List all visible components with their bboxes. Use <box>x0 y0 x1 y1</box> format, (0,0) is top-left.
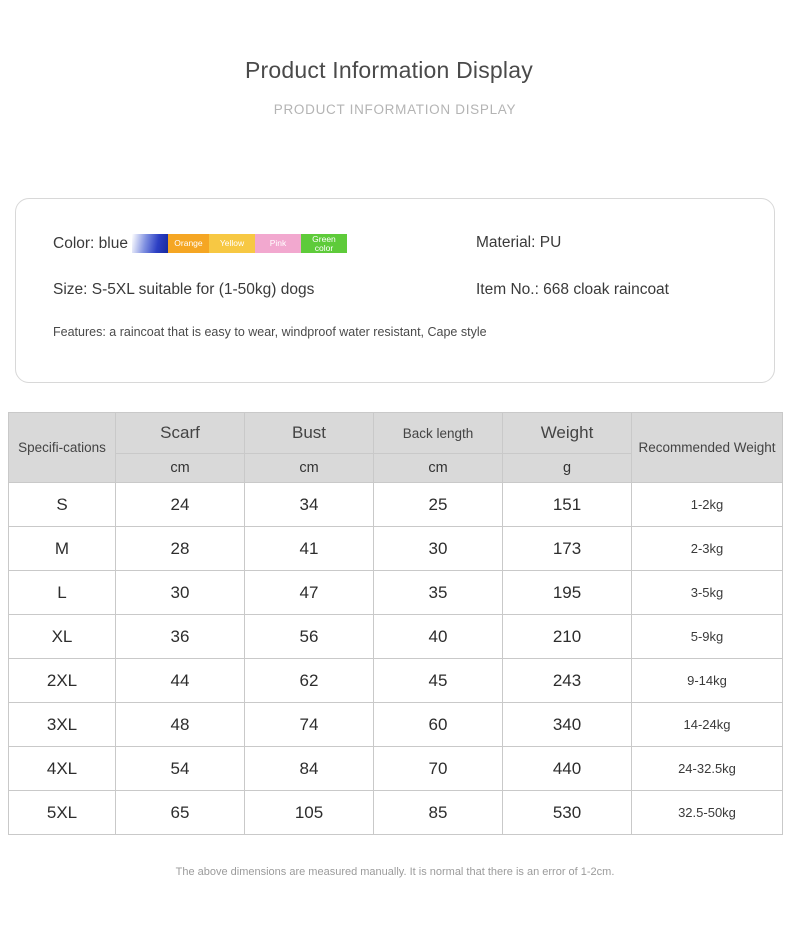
cell-bust: 62 <box>245 659 374 703</box>
unit-back-length: cm <box>374 454 503 483</box>
table-row <box>9 483 783 527</box>
color-swatches <box>132 234 347 253</box>
cell-recommended-weight: 5-9kg <box>632 615 783 659</box>
cell-scarf: 24 <box>116 483 245 527</box>
cell-scarf: 54 <box>116 747 245 791</box>
cell-weight: 440 <box>503 747 632 791</box>
table-row <box>9 571 783 615</box>
table-row <box>9 527 783 571</box>
page-title: Product Information Display <box>245 57 533 83</box>
cell-size: M <box>9 527 116 571</box>
cell-recommended-weight: 9-14kg <box>632 659 783 703</box>
cell-back-length: 30 <box>374 527 503 571</box>
cell-size: 4XL <box>9 747 116 791</box>
cell-recommended-weight: 3-5kg <box>632 571 783 615</box>
size-table-wrapper <box>8 412 782 835</box>
product-info-card <box>15 198 775 383</box>
blue-swatch[interactable] <box>132 234 168 253</box>
cell-recommended-weight: 14-24kg <box>632 703 783 747</box>
page-header <box>0 0 790 117</box>
table-header-row <box>9 413 783 454</box>
cell-scarf: 44 <box>116 659 245 703</box>
table-row <box>9 747 783 791</box>
cell-scarf: 65 <box>116 791 245 835</box>
cell-recommended-weight: 1-2kg <box>632 483 783 527</box>
cell-scarf: 30 <box>116 571 245 615</box>
cell-recommended-weight: 24-32.5kg <box>632 747 783 791</box>
cell-recommended-weight: 32.5-50kg <box>632 791 783 835</box>
cell-size: 2XL <box>9 659 116 703</box>
green-swatch[interactable]: Green color <box>301 234 347 253</box>
size-row <box>53 281 314 299</box>
material-row <box>476 234 561 252</box>
page-subtitle: PRODUCT INFORMATION DISPLAY <box>273 102 517 117</box>
item-no-label: Item No.: 668 cloak raincoat <box>476 281 669 298</box>
color-row <box>53 234 347 253</box>
cell-scarf: 36 <box>116 615 245 659</box>
cell-size: XL <box>9 615 116 659</box>
size-label: Size: S-5XL suitable for (1-50kg) dogs <box>53 281 315 298</box>
cell-bust: 41 <box>245 527 374 571</box>
header-scarf: Scarf <box>116 413 245 454</box>
cell-bust: 74 <box>245 703 374 747</box>
cell-weight: 530 <box>503 791 632 835</box>
cell-back-length: 70 <box>374 747 503 791</box>
unit-bust: cm <box>245 454 374 483</box>
cell-back-length: 25 <box>374 483 503 527</box>
cell-weight: 210 <box>503 615 632 659</box>
item-no-row <box>476 281 669 299</box>
cell-weight: 173 <box>503 527 632 571</box>
cell-size: 3XL <box>9 703 116 747</box>
header-specifications: Specifi-cations <box>9 413 116 483</box>
unit-weight: g <box>503 454 632 483</box>
yellow-swatch[interactable]: Yellow <box>209 234 255 253</box>
table-row <box>9 659 783 703</box>
header-recommended-weight: Recommended Weight <box>632 413 783 483</box>
table-row <box>9 703 783 747</box>
cell-bust: 56 <box>245 615 374 659</box>
cell-back-length: 60 <box>374 703 503 747</box>
cell-size: 5XL <box>9 791 116 835</box>
cell-scarf: 48 <box>116 703 245 747</box>
cell-bust: 84 <box>245 747 374 791</box>
cell-size: S <box>9 483 116 527</box>
cell-weight: 243 <box>503 659 632 703</box>
cell-weight: 340 <box>503 703 632 747</box>
features-label: Features: a raincoat that is easy to wear, windproof water resistant, Cape style <box>53 325 487 339</box>
cell-bust: 47 <box>245 571 374 615</box>
cell-weight: 151 <box>503 483 632 527</box>
header-bust: Bust <box>245 413 374 454</box>
cell-back-length: 85 <box>374 791 503 835</box>
color-label: Color: blue <box>53 234 128 252</box>
cell-recommended-weight: 2-3kg <box>632 527 783 571</box>
material-label: Material: PU <box>476 234 562 251</box>
size-table <box>8 412 783 835</box>
pink-swatch[interactable]: Pink <box>255 234 301 253</box>
cell-scarf: 28 <box>116 527 245 571</box>
cell-bust: 105 <box>245 791 374 835</box>
cell-back-length: 35 <box>374 571 503 615</box>
cell-back-length: 45 <box>374 659 503 703</box>
unit-scarf: cm <box>116 454 245 483</box>
table-row <box>9 615 783 659</box>
header-back-length: Back length <box>374 413 503 454</box>
features-row <box>53 325 487 339</box>
measurement-note: The above dimensions are measured manually. It is normal that there is an error of 1-2cm. <box>175 866 615 878</box>
cell-size: L <box>9 571 116 615</box>
cell-back-length: 40 <box>374 615 503 659</box>
orange-swatch[interactable]: Orange <box>168 234 209 253</box>
cell-weight: 195 <box>503 571 632 615</box>
table-row <box>9 791 783 835</box>
cell-bust: 34 <box>245 483 374 527</box>
header-weight: Weight <box>503 413 632 454</box>
